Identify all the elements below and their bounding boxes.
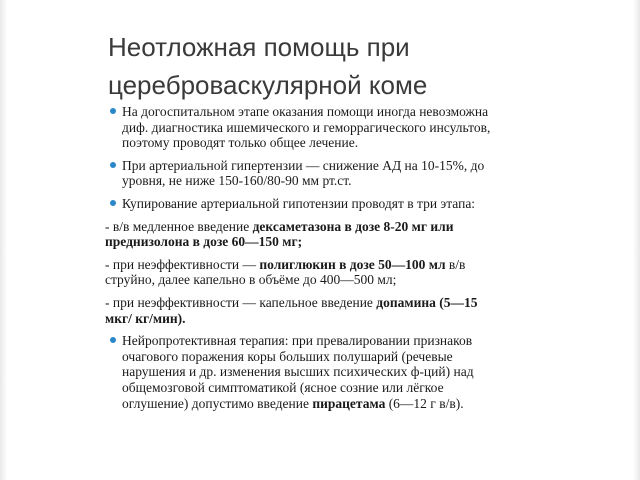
text-line: поэтому проводят только общее лечение. [122,135,359,151]
drug-dose-text: дексаметазона в дозе 8-20 мг или [252,218,454,234]
text-line [105,219,610,235]
text-run: - в/в медленное введение [105,218,253,234]
bullet-item [105,104,610,151]
text-run: - при неэффективности — [105,256,260,272]
drug-dose-text: мкг/ кг/мин). [105,310,186,326]
text-line: диф. диагностика ишемического и геморрагического инсультов, [122,119,491,135]
text-line: При артериальной гипертензии — снижение АД на 10-15%, до [122,157,485,173]
slide-content [105,104,610,418]
title-line: Неотложная помощь при [108,32,410,62]
drug-dose-text: допамина (5—15 [376,294,478,310]
drug-dose-text: преднизолона в дозе 60—150 мг; [105,234,303,250]
drug-dose-text: полиглюкин в дозе 50—100 мл [259,256,446,272]
text-line: струйно, далее капельно в объёме до 400—500 мл; [105,272,397,288]
text-line: Купирование артериальной гипотензии проводят в три этапа: [122,195,476,211]
bullet-item [105,158,610,189]
text-line [105,234,610,250]
slide-title [108,28,588,104]
text-run: - при неэффективности — капельное введение [105,294,377,310]
dash-item [105,257,610,288]
text-line [105,257,610,273]
text-line: общемозговой симптоматикой (ясное созние или лёгкое [122,379,444,395]
title-line: цереброваскулярной коме [108,70,428,100]
text-line: нарушения и др. изменения высших психических ф-ций) над [122,364,474,380]
text-run: (6—12 г в/в). [385,395,464,411]
text-line: На догоспитальном этапе оказания помощи иногда невозможна [122,104,489,119]
text-run: оглушение) допустимо введение [122,395,313,411]
text-line: Нейропротективная терапия: при превалировании признаков [122,333,473,349]
bullet-item [105,333,610,411]
dash-item [105,219,610,250]
text-line: уровня, не ниже 150-160/80-90 мм рт.ст. [122,173,352,189]
text-run: в/в [445,256,466,272]
bullet-item [105,196,610,212]
text-line [105,311,610,327]
text-line [105,295,610,311]
text-line [122,396,610,412]
drug-dose-text: пирацетама [312,395,386,411]
dash-item [105,295,610,326]
text-line: очагового поражения коры больших полушарий (речевые [122,348,453,364]
